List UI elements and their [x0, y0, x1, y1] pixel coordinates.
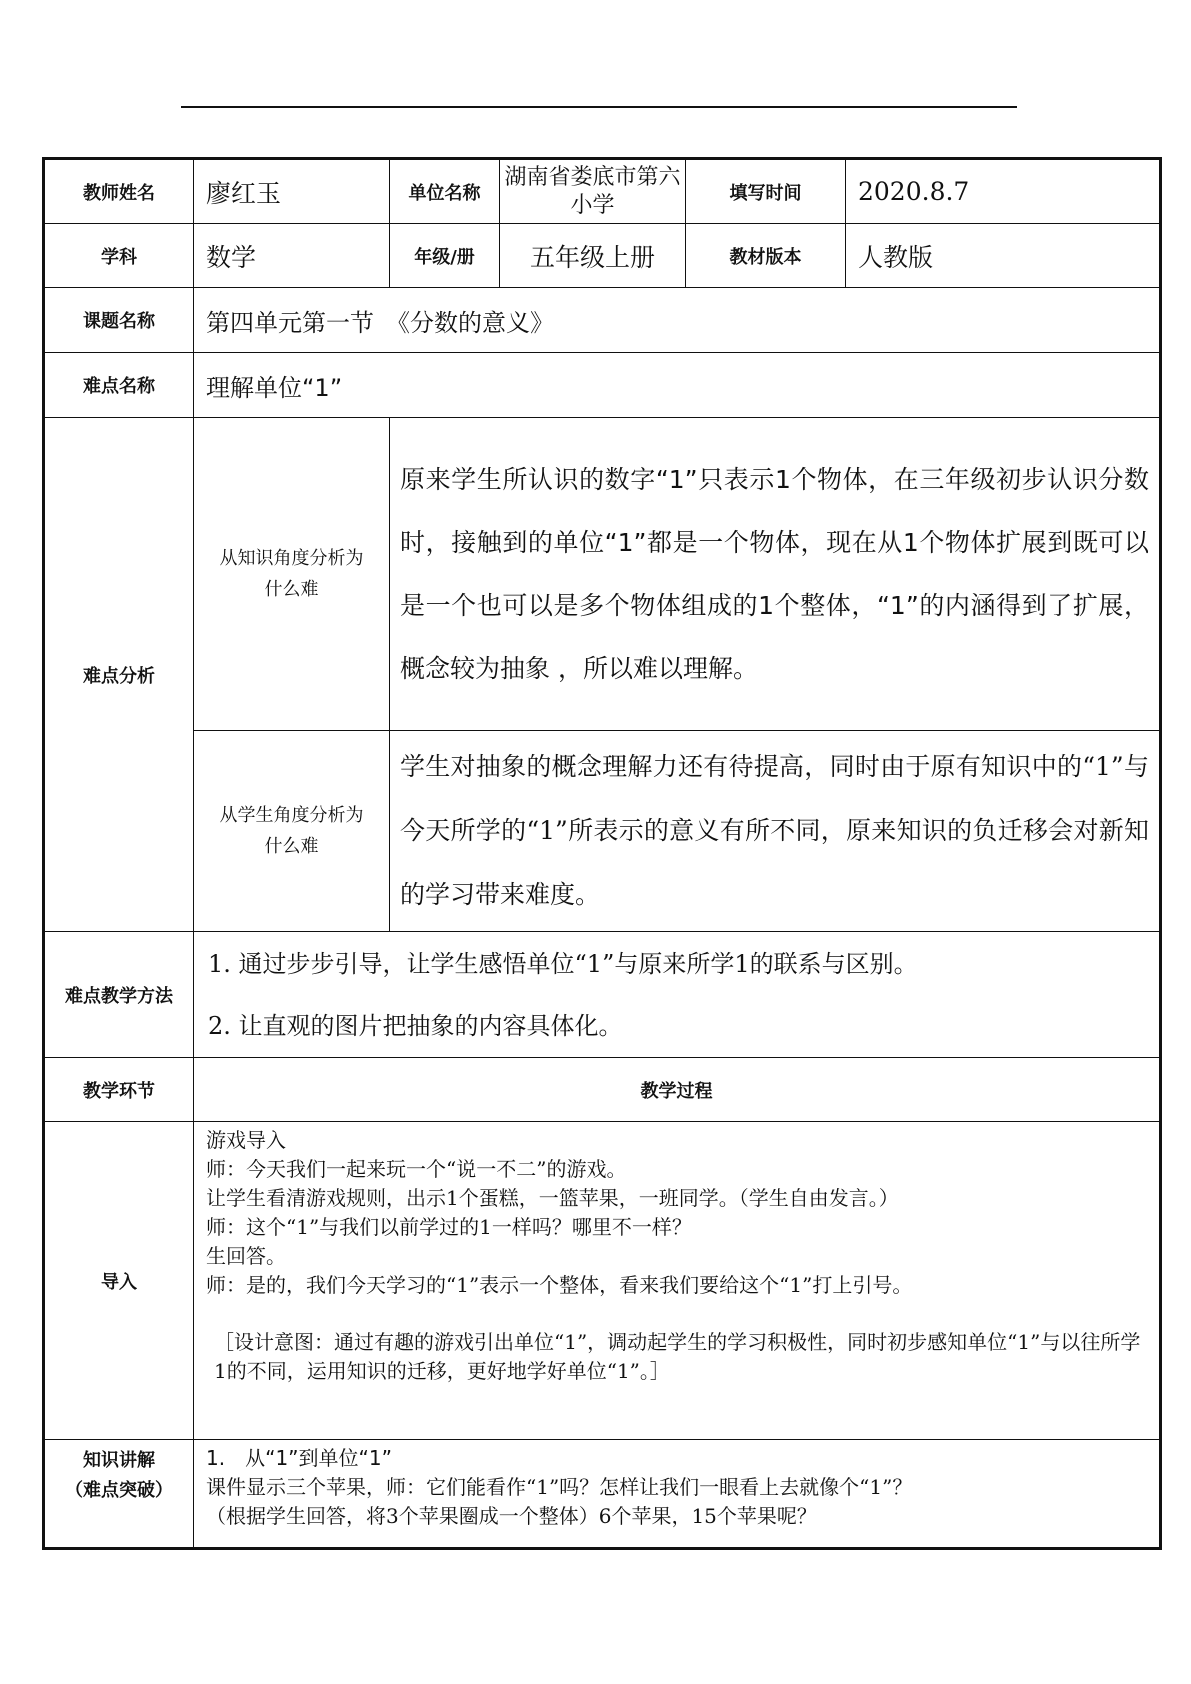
knowledge-heading: 1. 从“1”到单位“1” — [206, 1446, 392, 1470]
knowledge-angle-text: 原来学生所认识的数字“1”只表示1个物体，在三年级初步认识分数时，接触到的单位“1”都是一个物体，现在从1个物体扩展到既可以是一个也可以是多个物体组成的1个整体，“1”的内涵得到了扩展，概念较为抽象 ，所以难以理解。 — [390, 418, 1161, 731]
lesson-title-label: 课题名称 — [44, 288, 194, 353]
knowledge-explain-label-line2: （难点突破） — [65, 1480, 173, 1501]
fill-time-label: 填写时间 — [686, 159, 846, 224]
unit-name: 湖南省娄底市第六小学 — [500, 159, 686, 224]
difficulty-label: 难点名称 — [44, 353, 194, 418]
knowledge-explain-label — [44, 1440, 194, 1549]
row-analysis-knowledge — [44, 418, 1161, 731]
knowledge-line: 课件显示三个苹果，师：它们能看作“1”吗？怎样让我们一眼看上去就像个“1”？ — [206, 1475, 913, 1499]
row-subject — [44, 224, 1161, 288]
row-intro — [44, 1122, 1161, 1440]
lesson-plan-table — [42, 157, 1162, 1550]
analysis-label: 难点分析 — [44, 418, 194, 932]
intro-label: 导入 — [44, 1122, 194, 1440]
grade-label: 年级/册 — [390, 224, 500, 288]
edition-value: 人教版 — [846, 224, 1161, 288]
knowledge-explain-label-line1: 知识讲解 — [83, 1450, 155, 1471]
unit-label: 单位名称 — [390, 159, 500, 224]
student-angle-label: 从学生角度分析为什么难 — [194, 731, 390, 932]
grade-value: 五年级上册 — [500, 224, 686, 288]
method-list — [194, 932, 1161, 1058]
method-item: 1. 通过步步引导，让学生感悟单位“1”与原来所学1的联系与区别。 — [208, 949, 918, 978]
method-label: 难点教学方法 — [44, 932, 194, 1058]
row-process-header — [44, 1058, 1161, 1122]
intro-line: 师：这个“1”与我们以前学过的1一样吗？哪里不一样？ — [206, 1215, 692, 1239]
student-angle-text: 学生对抽象的概念理解力还有待提高，同时由于原有知识中的“1”与今天所学的“1”所表示的意义有所不同，原来知识的负迁移会对新知的学习带来难度。 — [390, 731, 1161, 932]
intro-line: 让学生看清游戏规则，出示1个蛋糕，一篮苹果，一班同学。（学生自由发言。） — [206, 1186, 899, 1210]
fill-time: 2020.8.7 — [846, 159, 1161, 224]
intro-line: 生回答。 — [206, 1244, 286, 1268]
knowledge-explain-content — [194, 1440, 1161, 1549]
intro-line: 师：是的，我们今天学习的“1”表示一个整体，看来我们要给这个“1”打上引号。 — [206, 1273, 913, 1297]
header-rule — [181, 106, 1017, 108]
subject-label: 学科 — [44, 224, 194, 288]
intro-line: 师：今天我们一起来玩一个“说一不二”的游戏。 — [206, 1157, 627, 1181]
row-difficulty — [44, 353, 1161, 418]
teacher-name: 廖红玉 — [194, 159, 390, 224]
row-analysis-student — [44, 731, 1161, 932]
knowledge-angle-label: 从知识角度分析为什么难 — [194, 418, 390, 731]
lesson-title: 第四单元第一节 《分数的意义》 — [194, 288, 1161, 353]
process-label: 教学过程 — [194, 1058, 1161, 1122]
row-teacher — [44, 159, 1161, 224]
edition-label: 教材版本 — [686, 224, 846, 288]
design-intent-note: ［设计意图：通过有趣的游戏引出单位“1”，调动起学生的学习积极性，同时初步感知单位“1”与以往所学1的不同，运用知识的迁移，更好地学好单位“1”。］ — [214, 1330, 1141, 1383]
knowledge-line: （根据学生回答，将3个苹果圈成一个整体）6个苹果，15个苹果呢？ — [206, 1504, 817, 1528]
row-knowledge-explain — [44, 1440, 1161, 1549]
intro-heading: 游戏导入 — [206, 1128, 286, 1152]
intro-content — [194, 1122, 1161, 1440]
method-item: 2. 让直观的图片把抽象的内容具体化。 — [208, 1011, 623, 1040]
difficulty-name: 理解单位“1” — [194, 353, 1161, 418]
stage-label: 教学环节 — [44, 1058, 194, 1122]
row-method — [44, 932, 1161, 1058]
row-title — [44, 288, 1161, 353]
teacher-label: 教师姓名 — [44, 159, 194, 224]
subject-value: 数学 — [194, 224, 390, 288]
